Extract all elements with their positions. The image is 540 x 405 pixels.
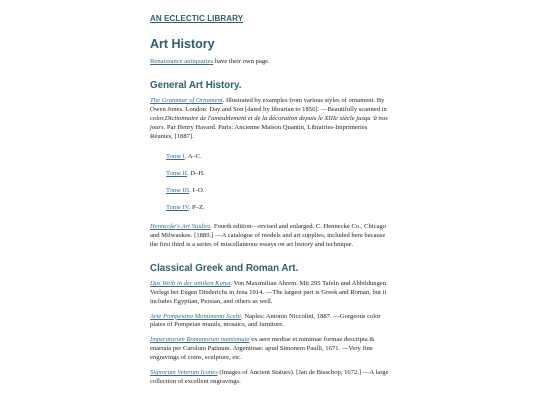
volume-item [166, 153, 390, 162]
page-content [150, 8, 390, 393]
entry-henneckes-art-studies [150, 223, 390, 250]
section-heading-classical: Classical Greek and Roman Art. [150, 262, 299, 274]
volume-range: . I–O. [189, 187, 205, 195]
intro-text: have their own page. [213, 58, 270, 65]
entry-grammar-of-ornament [150, 97, 390, 142]
entry-text: . Naples: Antonio Niccolini, 1887. —Gorgeous color plates of Pompeian murals, mosaics, and furniture. [150, 312, 381, 329]
entry-signorum [150, 369, 390, 387]
site-title-link[interactable]: AN ECLECTIC LIBRARY [150, 14, 244, 23]
entry-text: ex aere mediae et minimae formae descripta & enarrata per Carolum Patinum. Argentinae: apud Simonem Paulli, 1671. —Very fine engravings of coins, sculpture, etc. [150, 336, 375, 362]
entry-text: . Von Maximilian Ahrem. Mit 295 Tafeln und Abbildungen. Verlegt bei Eugen Diederichs in Jena 1914. —The largest part is Greek and Roman, but it includes Egyptian, Persian, and others as well. [150, 279, 388, 305]
volume-item [166, 204, 390, 213]
entry-das-weib [150, 280, 390, 307]
henneckes-art-studies-link[interactable]: Hennecke's Art Studies [150, 223, 211, 231]
volume-item [166, 187, 390, 196]
renaissance-antiquaries-link[interactable]: Renaissance antiquaries [150, 58, 214, 65]
volume-range: . A–C. [184, 153, 202, 161]
entry-arte-pompeiana [150, 313, 390, 331]
section-heading-general: General Art History. [150, 79, 242, 91]
entry-italic-title: Dictionnaire de l'ameublement et de la décoration depuis le XIIIe siècle jusqu 'à nos jours [150, 114, 388, 131]
arte-pompeiana-link[interactable]: Arte Pompeiana Monumenti Scelti [150, 312, 242, 320]
entry-text: . Illustrated by examples from various styles of ornament. By Owen Jones. London: Day and Son [dated by librarian to 1856]. —Beautifully scanned in color. [150, 96, 387, 122]
volume-item [166, 170, 390, 179]
das-weib-link[interactable]: Das Weib in der antiken Kunst [150, 279, 231, 287]
tome-ii-link[interactable]: Tome II [166, 170, 187, 178]
tome-iii-link[interactable]: Tome III [166, 187, 190, 195]
tome-i-link[interactable]: Tome I [166, 153, 185, 161]
tome-iv-link[interactable]: Tome IV [166, 204, 189, 212]
entry-text-continued: . Par Henry Havard. Paris: Ancienne Maison Quantin, Librairies-Imprimeries Réunies, [1887]. [150, 123, 368, 140]
page-title: Art History [150, 37, 215, 51]
imperatorum-link[interactable]: Imperatorum Romanorum numismata [150, 336, 250, 344]
signorum-link[interactable]: Signorum Veterum Icones [150, 369, 218, 377]
volume-range: . D–H. [186, 170, 205, 178]
grammar-of-ornament-link[interactable]: The Grammar of Ornament [150, 96, 223, 104]
entry-imperatorum [150, 336, 390, 363]
intro-paragraph [150, 58, 390, 67]
entry-text: (Images of Ancient Statues). [Jan de Bisschop, 1672.] —A large collection of excellent engravings. [150, 369, 389, 385]
volume-list [166, 153, 390, 213]
entry-text: . Fourth edition—revised and enlarged. C. Hennecke Co., Chicago and Milwaukee. [1889.] —A catalogue of models and art supplies, included here because the first third is a series of miscellaneous essays on art history and technique. [150, 223, 387, 248]
volume-range: . P–Z. [188, 204, 205, 212]
